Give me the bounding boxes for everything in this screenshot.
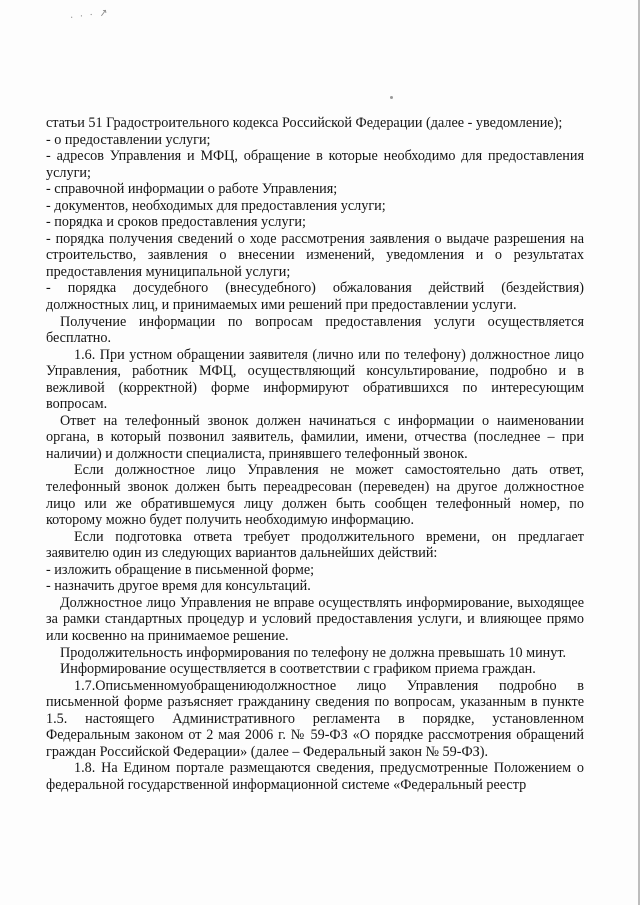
- paragraph-free-of-charge: Получение информации по вопросам предоставления услуги осуществляется бесплатно.: [46, 313, 584, 347]
- scan-artifact-mark: · · · ↗: [69, 7, 111, 24]
- paragraph-1-8: 1.8. На Едином портале размещаются сведения, предусмотренные Положением о федеральной государственной информационной системе «Федеральный реестр: [46, 760, 584, 793]
- list-item-status-info: - порядка получения сведений о ходе рассмотрения заявления о выдаче разрешения на строительство, заявления о внесении изменений, уведомления и о результатах предоставления муниципальной услуги;: [46, 230, 584, 280]
- list-item-written-form: - изложить обращение в письменной форме;: [46, 561, 315, 578]
- paragraph-continuation: статьи 51 Градостроительного кодекса Российской Федерации (далее - уведомление);: [46, 115, 563, 131]
- paragraph-long-preparation: Если подготовка ответа требует продолжительного времени, он предлагает заявителю один из следующих вариантов дальнейших действий:: [46, 528, 584, 562]
- list-item-provision: - о предоставлении услуги;: [46, 131, 211, 148]
- list-item-procedure: - порядка и сроков предоставления услуги;: [46, 214, 306, 231]
- list-item-addresses: - адресов Управления и МФЦ, обращение в которые необходимо для предоставления услуги;: [46, 148, 584, 181]
- paragraph-restriction: Должностное лицо Управления не вправе осуществлять информирование, выходящее за рамки стандартных процедур и условий предоставления услуги, и влияющее прямо или косвенно на принимаемое решение.: [46, 594, 584, 644]
- paragraph-1-7: 1.7.Описьменномуобращениюдолжностное лицо Управления подробно в письменной форме разъясняет гражданину сведения по вопросам, указанным в пункте 1.5. настоящего Административного регламента в порядке, установленном Федеральным законом от 2 мая 2006 г. № 59-ФЗ «О порядке рассмотрения обращений граждан Российской Федерации» (далее – Федеральный закон № 59-ФЗ).: [46, 677, 584, 760]
- scan-dot: [390, 96, 393, 99]
- paragraph-1-6: 1.6. При устном обращении заявителя (лично или по телефону) должностное лицо Управления, работник МФЦ, осуществляющий консультирование, подробно и в вежливой (корректной) форме информируют обратившихся по интересующим вопросам.: [46, 346, 584, 413]
- document-body: [46, 115, 584, 793]
- paragraph-schedule: Информирование осуществляется в соответствии с графиком приема граждан.: [60, 661, 536, 678]
- list-item-reference-info: - справочной информации о работе Управления;: [46, 181, 338, 198]
- list-item-documents: - документов, необходимых для предоставления услуги;: [46, 197, 386, 214]
- paragraph-redirect: Если должностное лицо Управления не может самостоятельно дать ответ, телефонный звонок должен быть переадресован (переведен) на другое должностное лицо или же обратившемуся лицу должен быть сообщен телефонный номер, по которому можно будет получить необходимую информацию.: [46, 462, 584, 529]
- list-item-appeal: - порядка досудебного (внесудебного) обжалования действий (бездействия) должностных лиц, и принимаемых ими решений при предоставлении услуги.: [46, 280, 584, 314]
- paragraph-phone-answer: Ответ на телефонный звонок должен начинаться с информации о наименовании органа, в который позвонил заявитель, фамилии, имени, отчества (последнее – при наличии) и должности специалиста, принявшего телефонный звонок.: [46, 412, 584, 462]
- paragraph-duration: Продолжительность информирования по телефону не должна превышать 10 минут.: [60, 644, 567, 661]
- list-item-other-time: - назначить другое время для консультаций.: [46, 578, 311, 595]
